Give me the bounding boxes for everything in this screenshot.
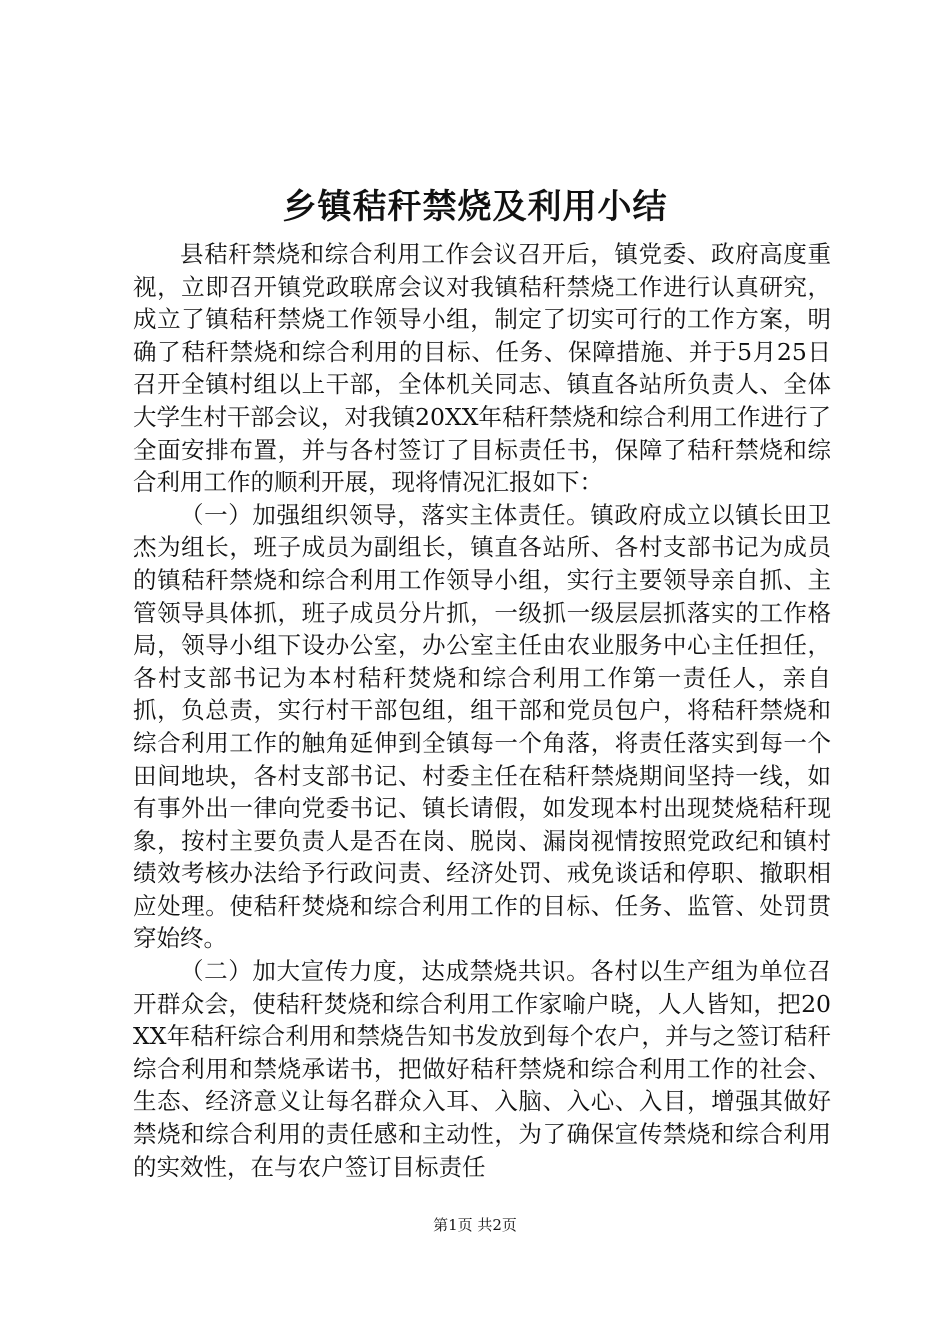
- document-title: 乡镇秸秆禁烧及利用小结: [282, 187, 668, 227]
- document-body: [133, 238, 831, 1183]
- page-number-footer: 第1页 共2页: [433, 1216, 517, 1234]
- paragraph-section-2: （二）加大宣传力度，达成禁烧共识。各村以生产组为单位召开群众会，使秸秆焚烧和综合利用工作家喻户晓，人人皆知，把20XX年秸秆综合利用和禁烧告知书发放到每个农户，并与之签订秸秆综合利用和禁烧承诺书，把做好秸秆禁烧和综合利用工作的社会、生态、经济意义让每名群众入耳、入脑、入心、入目，增强其做好禁烧和综合利用的责任感和主动性，为了确保宣传禁烧和综合利用的实效性，在与农户签订目标责任: [133, 957, 831, 1181]
- paragraph-section-1: （一）加强组织领导，落实主体责任。镇政府成立以镇长田卫杰为组长，班子成员为副组长，镇直各站所、各村支部书记为成员的镇秸秆禁烧和综合利用工作领导小组，实行主要领导亲自抓、主管领导具体抓，班子成员分片抓，一级抓一级层层抓落实的工作格局，领导小组下设办公室，办公室主任由农业服务中心主任担任，各村支部书记为本村秸秆焚烧和综合利用工作第一责任人，亲自抓，负总责，实行村干部包组，组干部和党员包户，将秸秆禁烧和综合利用工作的触角延伸到全镇每一个角落，将责任落实到每一个田间地块，各村支部书记、村委主任在秸秆禁烧期间坚持一线，如有事外出一律向党委书记、镇长请假，如发现本村出现焚烧秸秆现象，按村主要负责人是否在岗、脱岗、漏岗视情按照党政纪和镇村绩效考核办法给予行政问责、经济处罚、戒免谈话和停职、撤职相应处理。使秸秆焚烧和综合利用工作的目标、任务、监管、处罚贯穿始终。: [133, 500, 831, 953]
- paragraph-intro: 县秸秆禁烧和综合利用工作会议召开后，镇党委、政府高度重视，立即召开镇党政联席会议对我镇秸秆禁烧工作进行认真研究，成立了镇秸秆禁烧工作领导小组，制定了切实可行的工作方案，明确了秸秆禁烧和综合利用的目标、任务、保障措施、并于5月25日召开全镇村组以上干部，全体机关同志、镇直各站所负责人、全体大学生村干部会议，对我镇20XX年秸秆禁烧和综合利用工作进行了全面安排布置，并与各村签订了目标责任书，保障了秸秆禁烧和综合利用工作的顺利开展，现将情况汇报如下：: [133, 240, 831, 497]
